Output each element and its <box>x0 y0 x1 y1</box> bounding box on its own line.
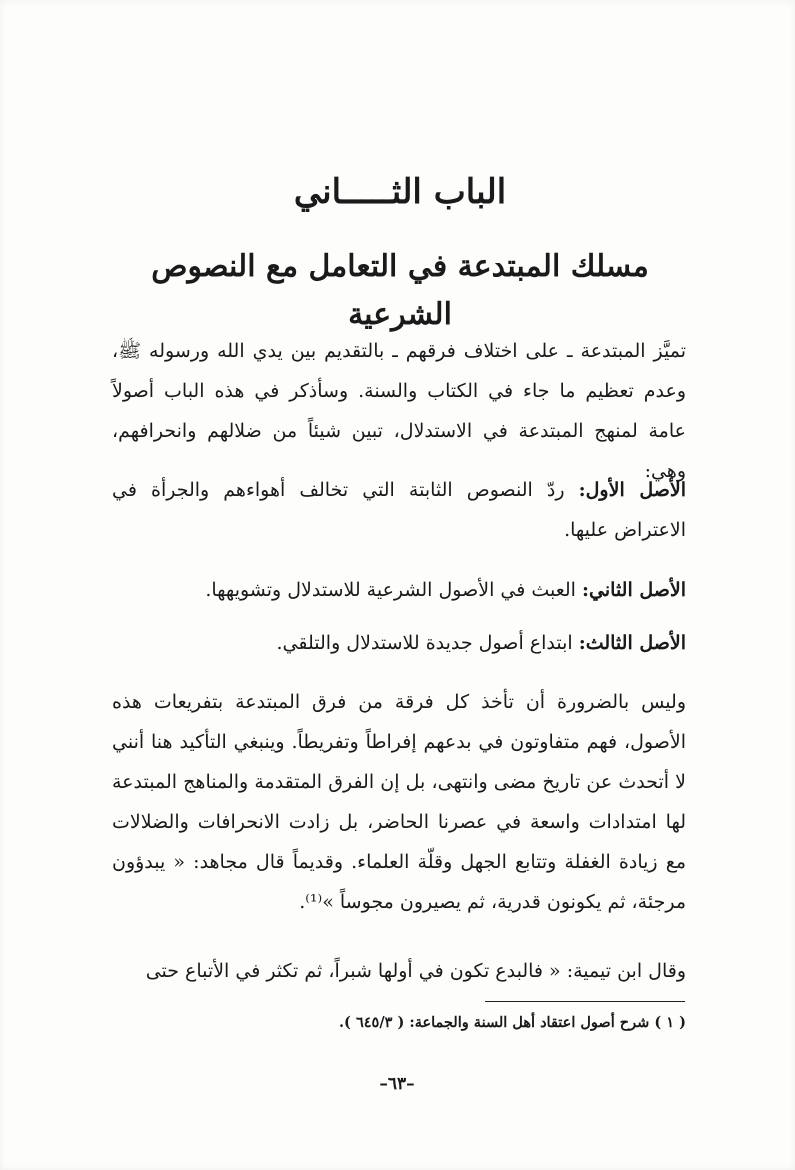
principle-2 <box>112 570 686 610</box>
chapter-label: الباب الثـــــاني <box>293 172 507 212</box>
principle-2-heading: الأصل الثاني: <box>582 579 686 601</box>
last-paragraph: وقال ابن تيمية: « فالبدع تكون في أولها شبراً، ثم تكثر في الأتباع حتى <box>145 960 686 982</box>
principle-1-heading: الأصل الأول: <box>578 479 686 501</box>
chapter-title: مسلك المبتدعة في التعامل مع النصوص الشرعية <box>151 249 649 332</box>
principle-1-text: ردّ النصوص الثابتة التي تخالف أهواءهم والجرأة في الاعتراض عليها. <box>112 479 686 541</box>
footnote-divider <box>485 1001 685 1002</box>
principle-3-heading: الأصل الثالث: <box>578 632 686 654</box>
principle-3-text: ابتداع أصول جديدة للاستدلال والتلقي. <box>276 632 579 654</box>
principle-2-text: العبث في الأصول الشرعية للاستدلال وتشويهها. <box>205 579 583 601</box>
main-paragraph: وليس بالضرورة أن تأخذ كل فرقة من فرق المبتدعة بتفريعات هذه الأصول، فهم متفاوتون في بدعهم إفراطاً وتفريطاً. وينبغي التأكيد هنا أنني لا أتحدث عن تاريخ مضى وانتهى، بل إن الفرق المتقدمة والمناهج المبتدعة لها امتدادات واسعة في عصرنا الحاضر، بل زادت الانحرافات والضلالات مع زيادة الغفلة وتتابع الجهل وقلّة العلماء. وقديماً قال مجاهد: « يبدؤون مرجئة، ثم يكونون قدرية، ثم يصيرون مجوساً »⁽¹⁾. <box>112 691 686 913</box>
principle-3 <box>112 623 686 663</box>
footnote: ( ١ ) شرح أصول اعتقاد أهل السنة والجماعة: ( ٦٤٥/٣ ). <box>338 1014 686 1031</box>
page-number: –٦٣– <box>379 1074 415 1094</box>
principle-1 <box>112 470 686 550</box>
intro-paragraph: تميَّز المبتدعة ـ على اختلاف فرقهم ـ بالتقديم بين يدي الله ورسوله ﷺ، وعدم تعظيم ما جاء في الكتاب والسنة. وسأذكر في هذه الباب أصولاً عامة لمنهج المبتدعة في الاستدلال، تبين شيئاً من ضلالهم وانحرافهم، وهي: <box>112 340 686 482</box>
